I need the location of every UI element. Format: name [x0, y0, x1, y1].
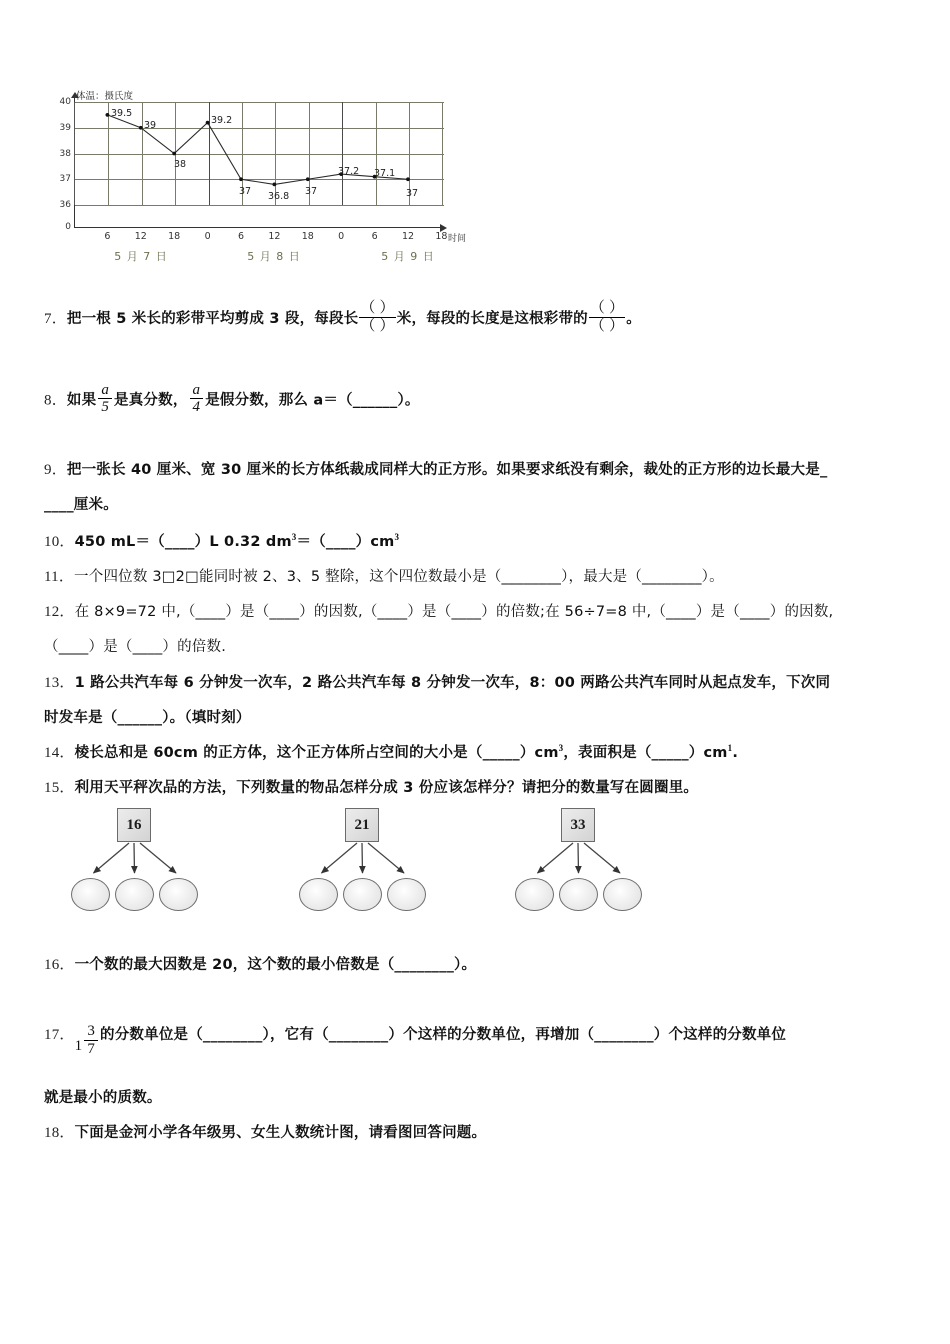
chart-ytick-38: 38 — [59, 148, 71, 159]
question-10-superscript-2: 3 — [394, 531, 400, 542]
question-14-text-1[interactable]: 棱长总和是 60cm 的正方体，这个正方体所占空间的大小是（_____）cm — [74, 745, 559, 761]
question-7-blank-fraction-1[interactable]: $\frac{( )}{( )}$ — [360, 300, 395, 335]
question-12-text-line2[interactable]: （____）是（____）的倍数. — [44, 639, 227, 655]
question-12-number: 12． — [44, 604, 75, 620]
question-9-text-line1[interactable]: 把一张长 40 厘米、宽 30 厘米的长方体纸裁成同样大的正方形。如果要求纸没有剩余，裁处的正方形的边长最大是_ — [66, 462, 828, 478]
question-12-line-1 — [44, 597, 833, 627]
question-7-number: 7． — [44, 310, 67, 327]
question-14-number: 14． — [44, 745, 75, 761]
chart-xtick-5: 6 — [237, 231, 245, 242]
balance-diagram-group — [55, 802, 695, 930]
chart-xtick-2: 12 — [134, 231, 147, 242]
chart-ytick-0: 0 — [65, 221, 71, 232]
balance-circle-1-3[interactable] — [159, 878, 198, 911]
balance-tree-2 — [283, 802, 463, 930]
chart-point-label-7: 37 — [305, 186, 318, 197]
question-17-fraction: $\frac{3}{7}$ — [84, 1023, 98, 1056]
question-18-text: 下面是金河小学各年级男、女生人数统计图，请看图回答问题。 — [74, 1125, 487, 1141]
chart-xtick-11: 18 — [435, 231, 448, 242]
question-11 — [44, 562, 724, 592]
question-7-blank-fraction-2[interactable]: $\frac{( )}{( )}$ — [589, 300, 625, 335]
chart-xtick-9: 6 — [371, 231, 378, 242]
question-17-number: 17． — [44, 1027, 75, 1043]
chart-point-label-1: 39.5 — [111, 108, 133, 119]
chart-ytick-40: 40 — [59, 96, 71, 107]
question-8-text-pre: 如果 — [66, 392, 97, 409]
chart-point-label-5: 37 — [239, 186, 252, 197]
question-9-line-2 — [44, 490, 118, 520]
chart-point-label-9: 37.1 — [374, 168, 396, 179]
chart-xtick-1: 6 — [104, 231, 111, 242]
chart-x-axis-label: 时间 — [448, 234, 467, 244]
chart-xtick-7: 18 — [301, 231, 314, 242]
question-13-line-2 — [44, 703, 251, 733]
balance-box-2: 21 — [345, 808, 379, 842]
chart-ytick-36: 36 — [59, 199, 71, 210]
question-15 — [44, 773, 698, 803]
balance-circle-3-2[interactable] — [559, 878, 598, 911]
question-14-text-2[interactable]: ，表面积是（_____）cm — [563, 745, 728, 761]
question-10-text-2[interactable]: ＝（____）cm — [296, 534, 395, 550]
question-7 — [44, 300, 641, 336]
question-14-text-3: . — [732, 745, 739, 761]
balance-arrows-1 — [55, 802, 235, 930]
chart-point-label-6: 36.8 — [268, 191, 290, 202]
question-13-number: 13． — [44, 675, 75, 691]
question-14-superscript-2: 1 — [727, 742, 733, 753]
question-9-text-line2[interactable]: ____厘米。 — [44, 497, 118, 513]
chart-point-label-2: 39 — [144, 120, 157, 131]
chart-x-axis — [74, 227, 442, 228]
chart-xtick-3: 18 — [168, 231, 181, 242]
question-16-number: 16． — [44, 957, 75, 973]
question-14-superscript-1: 3 — [558, 742, 564, 753]
question-17-text-line2: 就是最小的质数。 — [44, 1090, 162, 1106]
balance-circle-3-3[interactable] — [603, 878, 642, 911]
question-7-text-pre: 把一根 5 米长的彩带平均剪成 3 段，每段长 — [66, 310, 359, 327]
question-12-line-2 — [44, 632, 226, 662]
question-15-text: 利用天平秤次品的方法，下列数量的物品怎样分成 3 份应该怎样分？请把分的数量写在圆圈里。 — [74, 780, 699, 796]
question-17-mixed-number: 1 $\frac{3}{7}$ — [75, 1023, 100, 1061]
question-16 — [44, 950, 476, 980]
question-9-number: 9． — [44, 462, 67, 478]
question-17-text-line1[interactable]: 的分数单位是（________），它有（________）个这样的分数单位，再增加（________）个这样的分数单位 — [100, 1027, 787, 1043]
question-8-fraction-1: $\frac{a}{5}$ — [98, 382, 112, 415]
chart-xtick-4: 0 — [204, 231, 211, 242]
chart-day-label-1: 5 月 7 日 — [114, 250, 168, 263]
balance-circle-1-2[interactable] — [115, 878, 154, 911]
question-9-line-1 — [44, 455, 827, 485]
question-11-number: 11． — [44, 569, 75, 585]
question-8-number: 8． — [44, 392, 67, 409]
chart-point-label-3: 38 — [174, 159, 187, 170]
question-10 — [44, 527, 399, 557]
question-7-text-post: 。 — [626, 310, 641, 327]
question-18-number: 18． — [44, 1125, 75, 1141]
question-12-text-line1[interactable]: 在 8×9=72 中,（____）是（____）的因数,（____）是（____）的倍数;在 56÷7=8 中,（____）是（____）的因数, — [74, 604, 834, 620]
balance-circle-3-1[interactable] — [515, 878, 554, 911]
chart-xtick-10: 12 — [401, 231, 415, 242]
balance-box-3: 33 — [561, 808, 595, 842]
question-8-text-mid2[interactable]: 是假分数，那么 a＝（______）。 — [205, 392, 420, 409]
balance-tree-1 — [55, 802, 235, 930]
question-14 — [44, 738, 738, 768]
question-16-text[interactable]: 一个数的最大因数是 20，这个数的最小倍数是（________）。 — [74, 957, 477, 973]
balance-tree-3 — [499, 802, 679, 930]
chart-day-label-3: 5 月 9 日 — [381, 250, 435, 263]
chart-point-label-8: 37.2 — [338, 166, 360, 177]
balance-arrows-2 — [283, 802, 463, 930]
question-11-text[interactable]: 一个四位数 3□2□能同时被 2、3、5 整除，这个四位数最小是（________），最大是（________）。 — [74, 569, 724, 585]
balance-circle-2-2[interactable] — [343, 878, 382, 911]
temperature-line-chart — [59, 88, 467, 268]
balance-circle-2-3[interactable] — [387, 878, 426, 911]
balance-circle-2-1[interactable] — [299, 878, 338, 911]
balance-box-1: 16 — [117, 808, 151, 842]
question-13-text-line2[interactable]: 时发车是（______）。（填时刻） — [44, 710, 251, 726]
question-10-number: 10． — [44, 534, 75, 550]
chart-point-label-10: 37 — [406, 188, 419, 199]
chart-xtick-8: 0 — [338, 231, 345, 242]
chart-xtick-6: 12 — [268, 231, 281, 242]
question-15-number: 15． — [44, 780, 75, 796]
question-13-line-1 — [44, 668, 830, 698]
question-8-fraction-2: $\frac{a}{4}$ — [190, 382, 204, 415]
chart-ytick-37: 37 — [59, 174, 71, 185]
chart-y-axis-arrow-icon — [71, 92, 79, 98]
question-7-text-mid: 米，每段的长度是这根彩带的 — [396, 310, 588, 327]
chart-ytick-39: 39 — [59, 122, 71, 133]
question-17-line-1 — [44, 1020, 786, 1061]
question-13-text-line1: 1 路公共汽车每 6 分钟发一次车，2 路公共汽车每 8 分钟发一次车，8：00 两路公共汽车同时从起点发车，下次同 — [74, 675, 831, 691]
question-10-text-1[interactable]: 450 mL＝（____）L 0.32 dm — [74, 534, 292, 550]
balance-arrows-3 — [499, 802, 679, 930]
question-8-text-mid1: 是真分数， — [114, 392, 188, 409]
question-17-line-2 — [44, 1083, 162, 1113]
question-8 — [44, 382, 420, 415]
question-10-superscript-1: 3 — [291, 531, 297, 542]
chart-day-label-2: 5 月 8 日 — [247, 250, 301, 263]
question-18 — [44, 1118, 486, 1148]
balance-circle-1-1[interactable] — [71, 878, 110, 911]
chart-title: 体温：摄氏度 — [76, 91, 134, 102]
chart-point-label-4: 39.2 — [211, 115, 233, 126]
